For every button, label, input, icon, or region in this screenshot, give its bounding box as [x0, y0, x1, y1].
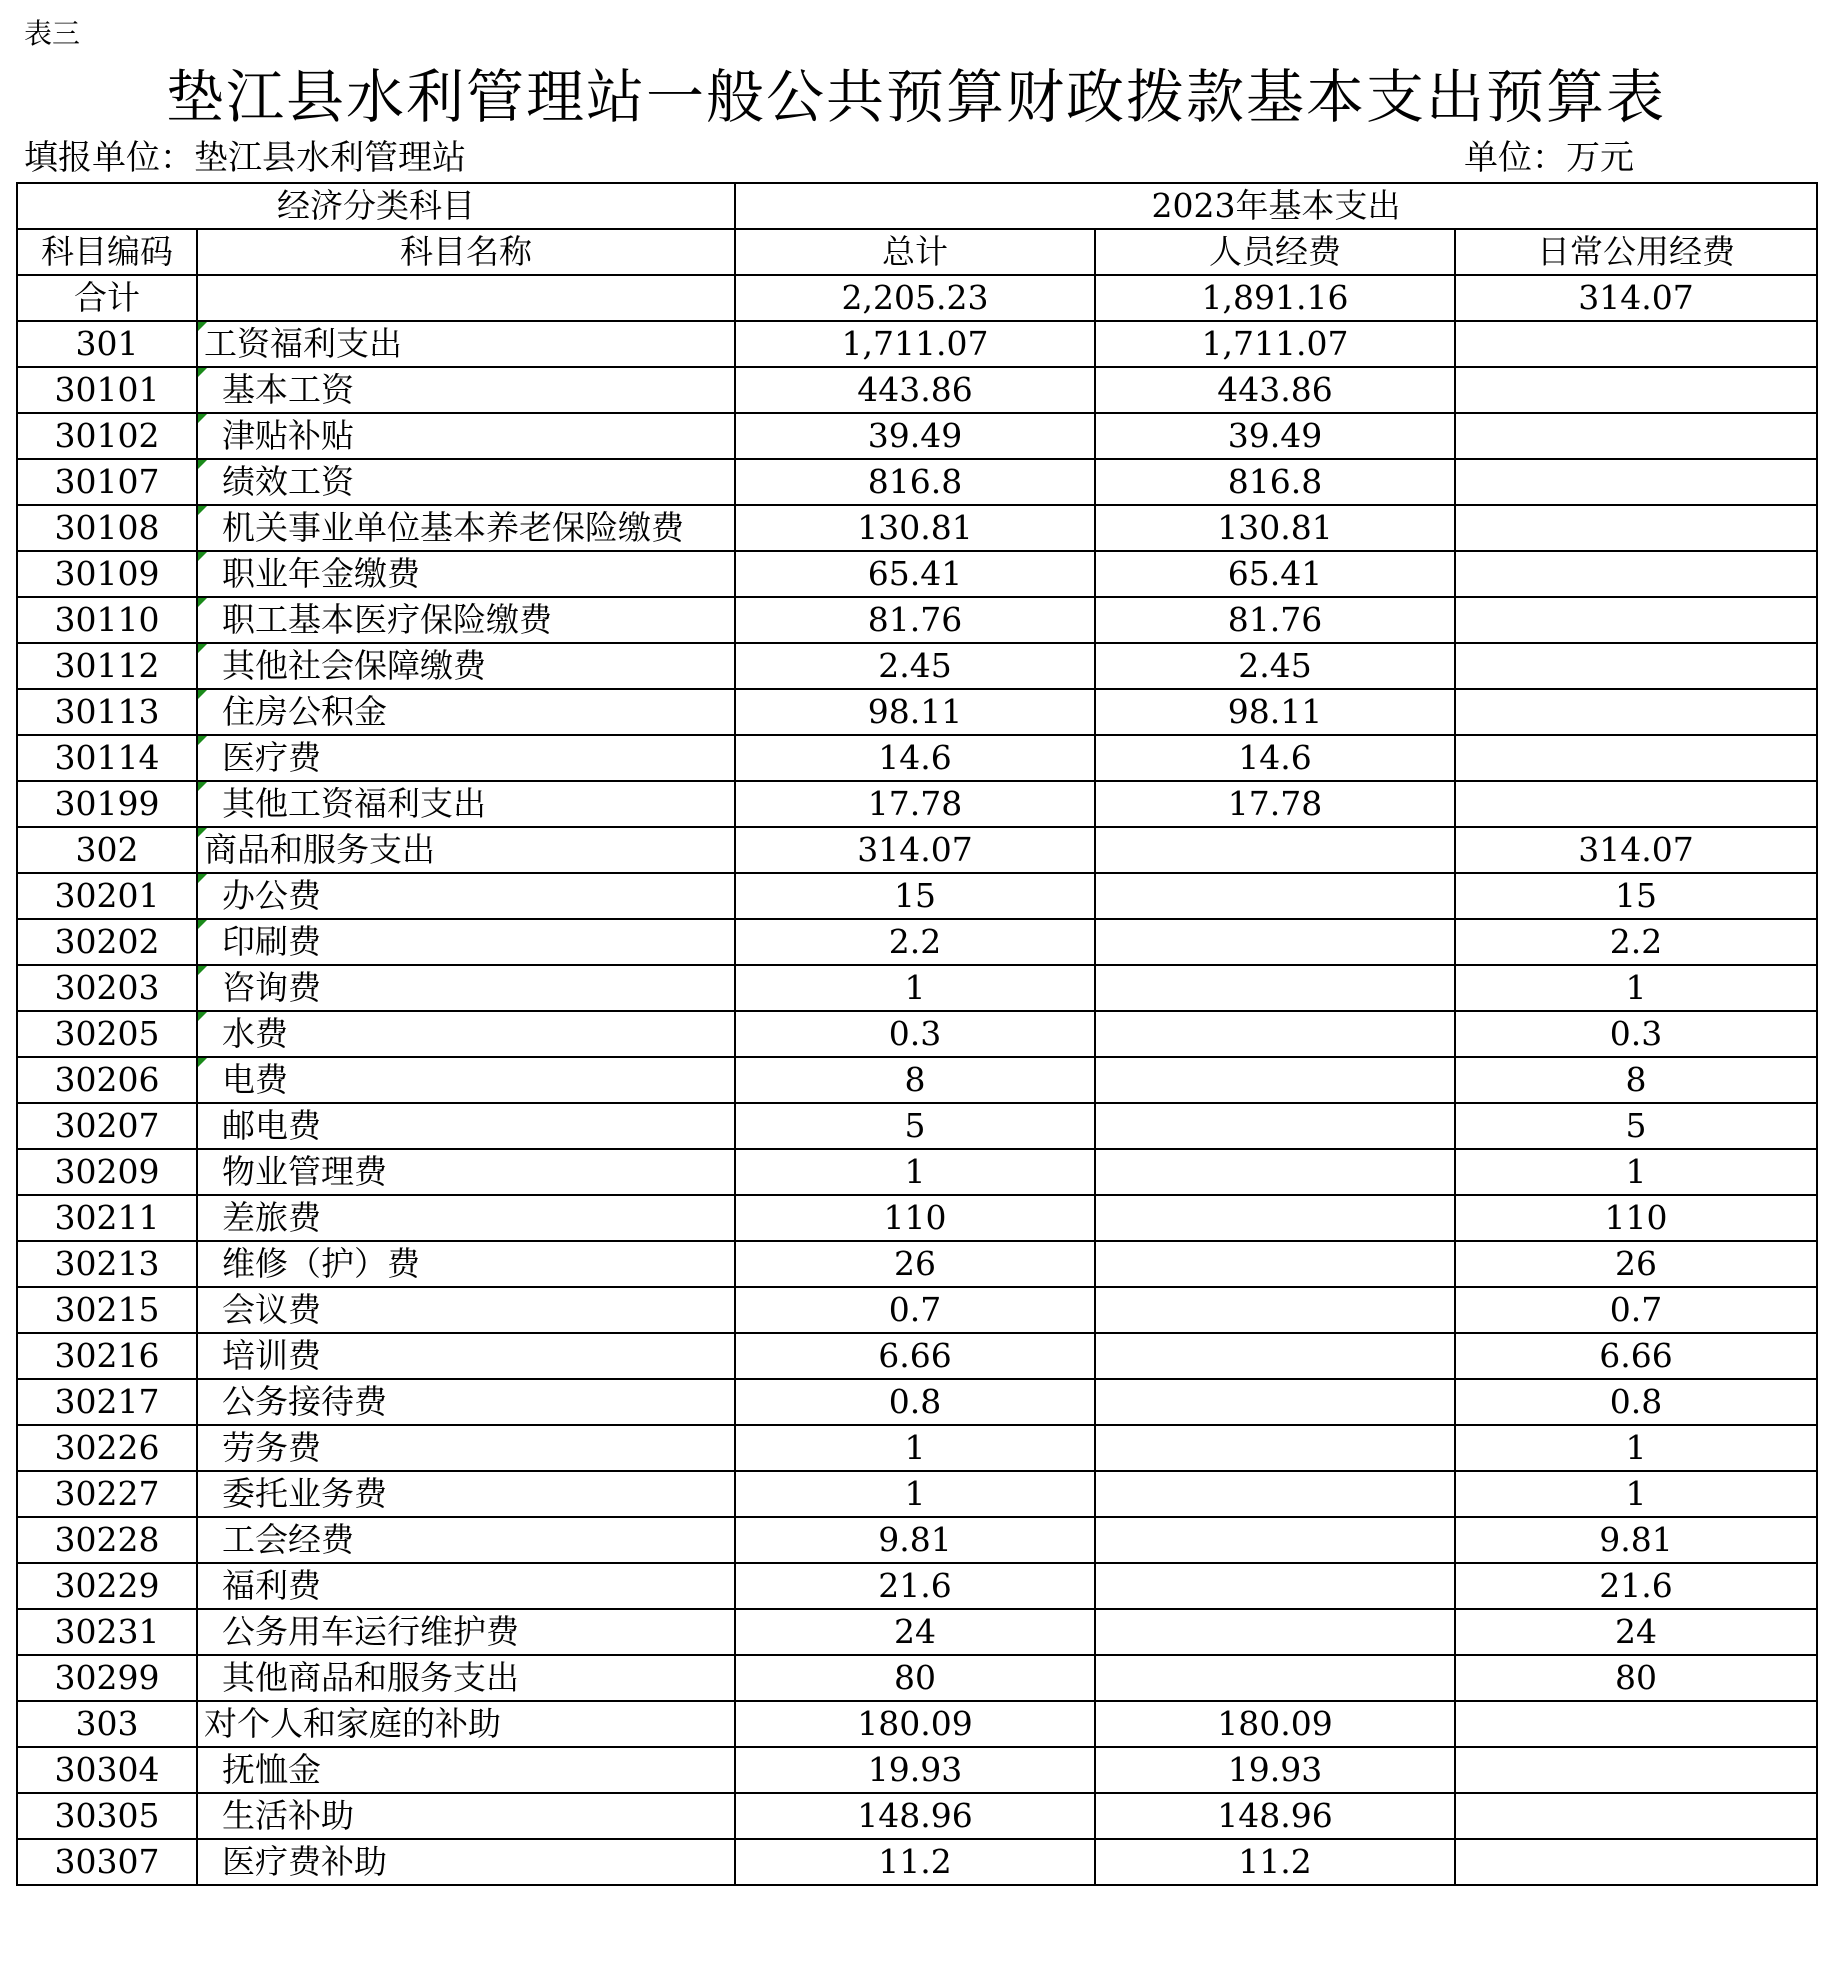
cell-personnel: 816.8 — [1095, 459, 1455, 505]
cell-total: 80 — [735, 1655, 1095, 1701]
table-row — [17, 919, 1817, 965]
cell-indicator-icon — [198, 506, 207, 515]
cell-name: 其他工资福利支出 — [197, 781, 735, 827]
table-row — [17, 1425, 1817, 1471]
cell-personnel — [1095, 919, 1455, 965]
table-row — [17, 413, 1817, 459]
cell-total: 2.2 — [735, 919, 1095, 965]
cell-total: 1 — [735, 1149, 1095, 1195]
table-row — [17, 1609, 1817, 1655]
cell-personnel: 180.09 — [1095, 1701, 1455, 1747]
cell-code: 30113 — [17, 689, 197, 735]
cell-personnel — [1095, 1241, 1455, 1287]
cell-code: 30203 — [17, 965, 197, 1011]
cell-indicator-icon — [198, 1058, 207, 1067]
cell-personnel: 11.2 — [1095, 1839, 1455, 1885]
cell-indicator-icon — [198, 690, 207, 699]
cell-public: 314.07 — [1455, 827, 1817, 873]
cell-personnel: 14.6 — [1095, 735, 1455, 781]
table-row — [17, 551, 1817, 597]
cell-public: 26 — [1455, 1241, 1817, 1287]
cell-name: 水费 — [197, 1011, 735, 1057]
cell-code: 30307 — [17, 1839, 197, 1885]
cell-public: 21.6 — [1455, 1563, 1817, 1609]
cell-name: 电费 — [197, 1057, 735, 1103]
cell-public: 0.3 — [1455, 1011, 1817, 1057]
header-group-row — [17, 183, 1817, 229]
cell-public: 24 — [1455, 1609, 1817, 1655]
cell-name: 福利费 — [197, 1563, 735, 1609]
cell-code: 30110 — [17, 597, 197, 643]
cell-public: 314.07 — [1455, 275, 1817, 321]
cell-name: 生活补助 — [197, 1793, 735, 1839]
cell-code: 30202 — [17, 919, 197, 965]
cell-code: 30207 — [17, 1103, 197, 1149]
cell-total: 19.93 — [735, 1747, 1095, 1793]
cell-personnel — [1095, 965, 1455, 1011]
cell-code: 30114 — [17, 735, 197, 781]
cell-total: 21.6 — [735, 1563, 1095, 1609]
budget-table — [16, 182, 1818, 1886]
cell-total: 1 — [735, 1471, 1095, 1517]
cell-public: 0.8 — [1455, 1379, 1817, 1425]
cell-name: 咨询费 — [197, 965, 735, 1011]
table-row — [17, 1287, 1817, 1333]
cell-code: 30217 — [17, 1379, 197, 1425]
cell-code: 30299 — [17, 1655, 197, 1701]
unit-label: 单位：万元 — [1464, 138, 1634, 178]
header-economic-classification: 经济分类科目 — [17, 183, 735, 229]
cell-public: 6.66 — [1455, 1333, 1817, 1379]
cell-code: 30112 — [17, 643, 197, 689]
cell-name: 抚恤金 — [197, 1747, 735, 1793]
cell-indicator-icon — [198, 598, 207, 607]
cell-total: 65.41 — [735, 551, 1095, 597]
cell-code: 30231 — [17, 1609, 197, 1655]
cell-name: 住房公积金 — [197, 689, 735, 735]
cell-total: 0.8 — [735, 1379, 1095, 1425]
cell-indicator-icon — [198, 736, 207, 745]
cell-code: 30101 — [17, 367, 197, 413]
table-row — [17, 689, 1817, 735]
cell-code: 301 — [17, 321, 197, 367]
cell-name: 委托业务费 — [197, 1471, 735, 1517]
cell-public — [1455, 321, 1817, 367]
table-row — [17, 643, 1817, 689]
cell-indicator-icon — [198, 1012, 207, 1021]
header-basic-expenditure: 2023年基本支出 — [735, 183, 1817, 229]
cell-total: 2,205.23 — [735, 275, 1095, 321]
cell-total: 314.07 — [735, 827, 1095, 873]
header-public: 日常公用经费 — [1455, 229, 1817, 275]
table-number-label: 表三 — [24, 17, 81, 50]
table-row — [17, 597, 1817, 643]
table-total-row — [17, 275, 1817, 321]
table-row — [17, 505, 1817, 551]
cell-total: 816.8 — [735, 459, 1095, 505]
cell-code: 30213 — [17, 1241, 197, 1287]
cell-name: 会议费 — [197, 1287, 735, 1333]
table-row — [17, 1747, 1817, 1793]
header-personnel: 人员经费 — [1095, 229, 1455, 275]
table-row — [17, 1333, 1817, 1379]
cell-personnel — [1095, 827, 1455, 873]
cell-total: 110 — [735, 1195, 1095, 1241]
table-row — [17, 735, 1817, 781]
cell-name: 商品和服务支出 — [197, 827, 735, 873]
table-row — [17, 1839, 1817, 1885]
cell-personnel — [1095, 1195, 1455, 1241]
cell-personnel — [1095, 1655, 1455, 1701]
cell-personnel — [1095, 1287, 1455, 1333]
cell-personnel — [1095, 873, 1455, 919]
cell-name: 工会经费 — [197, 1517, 735, 1563]
cell-personnel: 98.11 — [1095, 689, 1455, 735]
table-row — [17, 1103, 1817, 1149]
cell-name: 机关事业单位基本养老保险缴费 — [197, 505, 735, 551]
cell-public: 1 — [1455, 965, 1817, 1011]
header-code: 科目编码 — [17, 229, 197, 275]
cell-code: 30201 — [17, 873, 197, 919]
cell-indicator-icon — [198, 828, 207, 837]
cell-name: 印刷费 — [197, 919, 735, 965]
cell-public: 1 — [1455, 1471, 1817, 1517]
cell-code: 30226 — [17, 1425, 197, 1471]
cell-code: 30216 — [17, 1333, 197, 1379]
cell-public — [1455, 413, 1817, 459]
cell-total: 0.7 — [735, 1287, 1095, 1333]
cell-public — [1455, 689, 1817, 735]
header-column-row — [17, 229, 1817, 275]
cell-name: 绩效工资 — [197, 459, 735, 505]
cell-public — [1455, 505, 1817, 551]
table-row — [17, 1655, 1817, 1701]
cell-name: 工资福利支出 — [197, 321, 735, 367]
cell-name: 其他商品和服务支出 — [197, 1655, 735, 1701]
cell-name: 其他社会保障缴费 — [197, 643, 735, 689]
cell-name: 基本工资 — [197, 367, 735, 413]
table-row — [17, 1057, 1817, 1103]
table-row — [17, 1517, 1817, 1563]
cell-personnel — [1095, 1333, 1455, 1379]
cell-public: 1 — [1455, 1425, 1817, 1471]
table-row — [17, 1793, 1817, 1839]
table-row — [17, 873, 1817, 919]
cell-name: 培训费 — [197, 1333, 735, 1379]
cell-code: 30108 — [17, 505, 197, 551]
cell-total: 26 — [735, 1241, 1095, 1287]
cell-total: 1 — [735, 965, 1095, 1011]
header-name: 科目名称 — [197, 229, 735, 275]
cell-personnel — [1095, 1425, 1455, 1471]
table-row — [17, 1471, 1817, 1517]
table-row — [17, 459, 1817, 505]
cell-personnel — [1095, 1379, 1455, 1425]
cell-total: 2.45 — [735, 643, 1095, 689]
cell-personnel: 81.76 — [1095, 597, 1455, 643]
cell-code: 30305 — [17, 1793, 197, 1839]
cell-total: 11.2 — [735, 1839, 1095, 1885]
cell-personnel — [1095, 1517, 1455, 1563]
cell-total: 39.49 — [735, 413, 1095, 459]
table-row — [17, 1149, 1817, 1195]
cell-total: 8 — [735, 1057, 1095, 1103]
cell-name: 维修（护）费 — [197, 1241, 735, 1287]
cell-name — [197, 275, 735, 321]
cell-code: 30229 — [17, 1563, 197, 1609]
cell-name: 差旅费 — [197, 1195, 735, 1241]
cell-code: 30304 — [17, 1747, 197, 1793]
cell-total: 1 — [735, 1425, 1095, 1471]
cell-total: 1,711.07 — [735, 321, 1095, 367]
table-row — [17, 1563, 1817, 1609]
table-row — [17, 1195, 1817, 1241]
cell-public — [1455, 459, 1817, 505]
cell-personnel — [1095, 1057, 1455, 1103]
cell-total: 24 — [735, 1609, 1095, 1655]
cell-code: 30109 — [17, 551, 197, 597]
cell-indicator-icon — [198, 782, 207, 791]
cell-indicator-icon — [198, 920, 207, 929]
cell-personnel: 17.78 — [1095, 781, 1455, 827]
cell-code: 30107 — [17, 459, 197, 505]
cell-name: 职业年金缴费 — [197, 551, 735, 597]
cell-personnel — [1095, 1149, 1455, 1195]
cell-total: 443.86 — [735, 367, 1095, 413]
cell-name: 职工基本医疗保险缴费 — [197, 597, 735, 643]
cell-public: 0.7 — [1455, 1287, 1817, 1333]
cell-code: 30209 — [17, 1149, 197, 1195]
cell-name: 公务接待费 — [197, 1379, 735, 1425]
cell-public: 5 — [1455, 1103, 1817, 1149]
cell-total: 130.81 — [735, 505, 1095, 551]
cell-public — [1455, 735, 1817, 781]
table-row — [17, 827, 1817, 873]
cell-personnel: 65.41 — [1095, 551, 1455, 597]
table-row — [17, 1379, 1817, 1425]
cell-public — [1455, 367, 1817, 413]
cell-name: 邮电费 — [197, 1103, 735, 1149]
cell-personnel — [1095, 1011, 1455, 1057]
cell-total: 98.11 — [735, 689, 1095, 735]
cell-personnel: 1,711.07 — [1095, 321, 1455, 367]
cell-indicator-icon — [198, 460, 207, 469]
cell-personnel: 443.86 — [1095, 367, 1455, 413]
cell-public — [1455, 1701, 1817, 1747]
cell-personnel — [1095, 1563, 1455, 1609]
cell-name: 劳务费 — [197, 1425, 735, 1471]
cell-total: 5 — [735, 1103, 1095, 1149]
cell-personnel — [1095, 1103, 1455, 1149]
cell-public: 2.2 — [1455, 919, 1817, 965]
table-row — [17, 321, 1817, 367]
cell-total: 0.3 — [735, 1011, 1095, 1057]
cell-total: 9.81 — [735, 1517, 1095, 1563]
cell-personnel: 130.81 — [1095, 505, 1455, 551]
cell-indicator-icon — [198, 644, 207, 653]
cell-total: 15 — [735, 873, 1095, 919]
header-total: 总计 — [735, 229, 1095, 275]
cell-total: 180.09 — [735, 1701, 1095, 1747]
cell-total: 6.66 — [735, 1333, 1095, 1379]
cell-public — [1455, 643, 1817, 689]
cell-code: 30199 — [17, 781, 197, 827]
cell-public: 1 — [1455, 1149, 1817, 1195]
cell-name: 对个人和家庭的补助 — [197, 1701, 735, 1747]
cell-indicator-icon — [198, 322, 207, 331]
cell-public — [1455, 1839, 1817, 1885]
table-row — [17, 781, 1817, 827]
cell-personnel: 148.96 — [1095, 1793, 1455, 1839]
table-row — [17, 1701, 1817, 1747]
cell-indicator-icon — [198, 368, 207, 377]
cell-indicator-icon — [198, 966, 207, 975]
cell-code: 30227 — [17, 1471, 197, 1517]
cell-public — [1455, 551, 1817, 597]
cell-public — [1455, 597, 1817, 643]
cell-personnel: 39.49 — [1095, 413, 1455, 459]
cell-personnel — [1095, 1471, 1455, 1517]
cell-total: 17.78 — [735, 781, 1095, 827]
cell-personnel: 19.93 — [1095, 1747, 1455, 1793]
cell-code: 302 — [17, 827, 197, 873]
cell-public: 15 — [1455, 873, 1817, 919]
cell-code: 30215 — [17, 1287, 197, 1333]
cell-public — [1455, 1747, 1817, 1793]
cell-code: 30102 — [17, 413, 197, 459]
cell-indicator-icon — [198, 552, 207, 561]
cell-public: 110 — [1455, 1195, 1817, 1241]
cell-total: 148.96 — [735, 1793, 1095, 1839]
cell-code: 合计 — [17, 275, 197, 321]
cell-code: 30205 — [17, 1011, 197, 1057]
cell-personnel: 1,891.16 — [1095, 275, 1455, 321]
cell-public: 9.81 — [1455, 1517, 1817, 1563]
cell-personnel — [1095, 1609, 1455, 1655]
cell-public: 80 — [1455, 1655, 1817, 1701]
table-row — [17, 965, 1817, 1011]
table-row — [17, 1011, 1817, 1057]
cell-name: 医疗费补助 — [197, 1839, 735, 1885]
table-row — [17, 367, 1817, 413]
cell-personnel: 2.45 — [1095, 643, 1455, 689]
cell-code: 30206 — [17, 1057, 197, 1103]
cell-code: 30211 — [17, 1195, 197, 1241]
cell-name: 办公费 — [197, 873, 735, 919]
cell-total: 81.76 — [735, 597, 1095, 643]
cell-public — [1455, 781, 1817, 827]
cell-code: 30228 — [17, 1517, 197, 1563]
cell-name: 物业管理费 — [197, 1149, 735, 1195]
cell-total: 14.6 — [735, 735, 1095, 781]
cell-indicator-icon — [198, 414, 207, 423]
cell-public — [1455, 1793, 1817, 1839]
cell-code: 303 — [17, 1701, 197, 1747]
cell-indicator-icon — [198, 874, 207, 883]
cell-name: 医疗费 — [197, 735, 735, 781]
reporting-unit-label: 填报单位：垫江县水利管理站 — [24, 138, 466, 178]
cell-name: 公务用车运行维护费 — [197, 1609, 735, 1655]
cell-name: 津贴补贴 — [197, 413, 735, 459]
cell-public: 8 — [1455, 1057, 1817, 1103]
table-row — [17, 1241, 1817, 1287]
page-title: 垫江县水利管理站一般公共预算财政拨款基本支出预算表 — [165, 63, 1666, 131]
